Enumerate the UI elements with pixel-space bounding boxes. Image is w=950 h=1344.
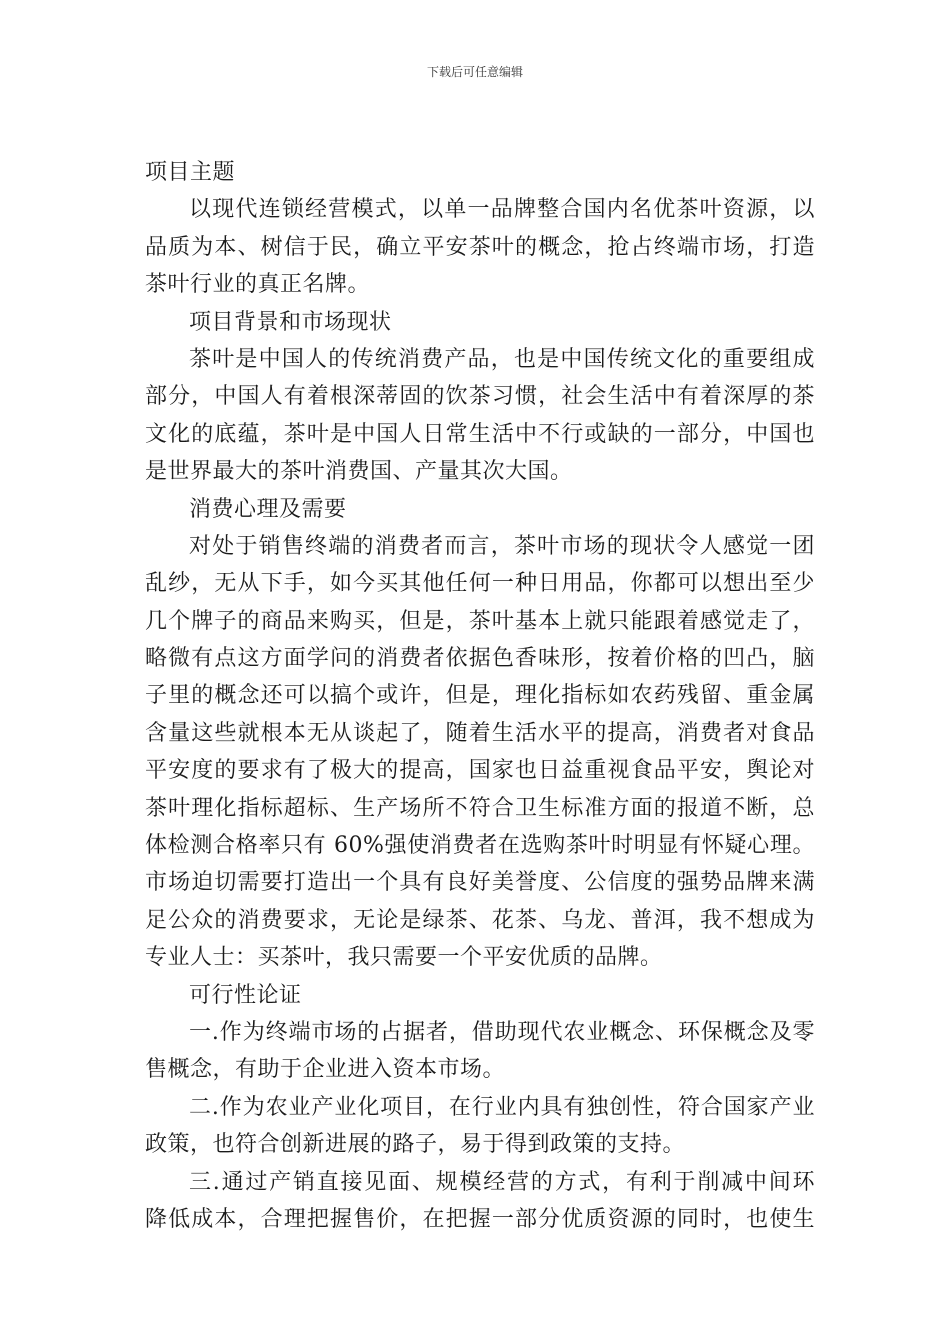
paragraph-line: 文化的底蕴，茶叶是中国人日常生活中不行或缺的一部分，中国也	[145, 421, 815, 447]
paragraph-line: 茶叶行业的真正名牌。	[145, 272, 371, 298]
paragraph-line: 部分，中国人有着根深蒂固的饮茶习惯，社会生活中有着深厚的茶	[145, 384, 815, 410]
section-heading: 可行性论证	[189, 982, 302, 1008]
paragraph-line: 几个牌子的商品来购买，但是，茶叶基本上就只能跟着感觉走了，	[145, 608, 815, 634]
paragraph-line: 略微有点这方面学问的消费者依据色香味形，按着价格的凹凸，脑	[145, 646, 815, 672]
paragraph-line: 平安度的要求有了极大的提高，国家也日益重视食品平安，舆论对	[145, 758, 815, 784]
paragraph-line: 二.作为农业产业化项目，在行业内具有独创性，符合国家产业	[189, 1094, 815, 1120]
paragraph-line: 乱纱，无从下手，如今买其他任何一种日用品，你都可以想出至少	[145, 571, 815, 597]
paragraph-line: 政策，也符合创新进展的路子，易于得到政策的支持。	[145, 1132, 686, 1158]
paragraph-line: 售概念，有助于企业进入资本市场。	[145, 1057, 506, 1083]
paragraph-line: 专业人士：买茶叶，我只需要一个平安优质的品牌。	[145, 945, 663, 971]
paragraph-line: 以现代连锁经营模式，以单一品牌整合国内名优茶叶资源，以	[189, 197, 815, 223]
paragraph-line: 一.作为终端市场的占据者，借助现代农业概念、环保概念及零	[189, 1019, 815, 1045]
section-heading: 项目主题	[145, 160, 236, 185]
paragraph-line: 足公众的消费要求，无论是绿茶、花茶、乌龙、普洱，我不想成为	[145, 907, 815, 933]
page-header: 下载后可任意编辑	[426, 65, 523, 79]
paragraph-line: 三.通过产销直接见面、规模经营的方式，有利于削减中间环	[189, 1169, 815, 1195]
paragraph-line: 降低成本，合理把握售价，在把握一部分优质资源的同时，也使生	[145, 1206, 815, 1232]
section-heading: 消费心理及需要	[189, 496, 347, 522]
paragraph-line: 市场迫切需要打造出一个具有良好美誉度、公信度的强势品牌来满	[145, 870, 815, 896]
document-body	[145, 154, 815, 1238]
section-heading: 项目背景和市场现状	[189, 309, 392, 335]
paragraph-line: 茶叶理化指标超标、生产场所不符合卫生标准方面的报道不断，总	[145, 795, 815, 821]
paragraph-line: 子里的概念还可以搞个或许，但是，理化指标如农药残留、重金属	[145, 683, 815, 709]
paragraph-line: 品质为本、树信于民，确立平安茶叶的概念，抢占终端市场，打造	[145, 234, 815, 260]
paragraph-line: 含量这些就根本无从谈起了，随着生活水平的提高，消费者对食品	[145, 720, 815, 746]
paragraph-line: 是世界最大的茶叶消费国、产量其次大国。	[145, 459, 573, 485]
paragraph-line: 对处于销售终端的消费者而言，茶叶市场的现状令人感觉一团	[189, 533, 815, 559]
paragraph-line: 茶叶是中国人的传统消费产品，也是中国传统文化的重要组成	[189, 346, 815, 372]
paragraph-line: 体检测合格率只有 60%强使消费者在选购茶叶时明显有怀疑心理。	[145, 833, 815, 859]
